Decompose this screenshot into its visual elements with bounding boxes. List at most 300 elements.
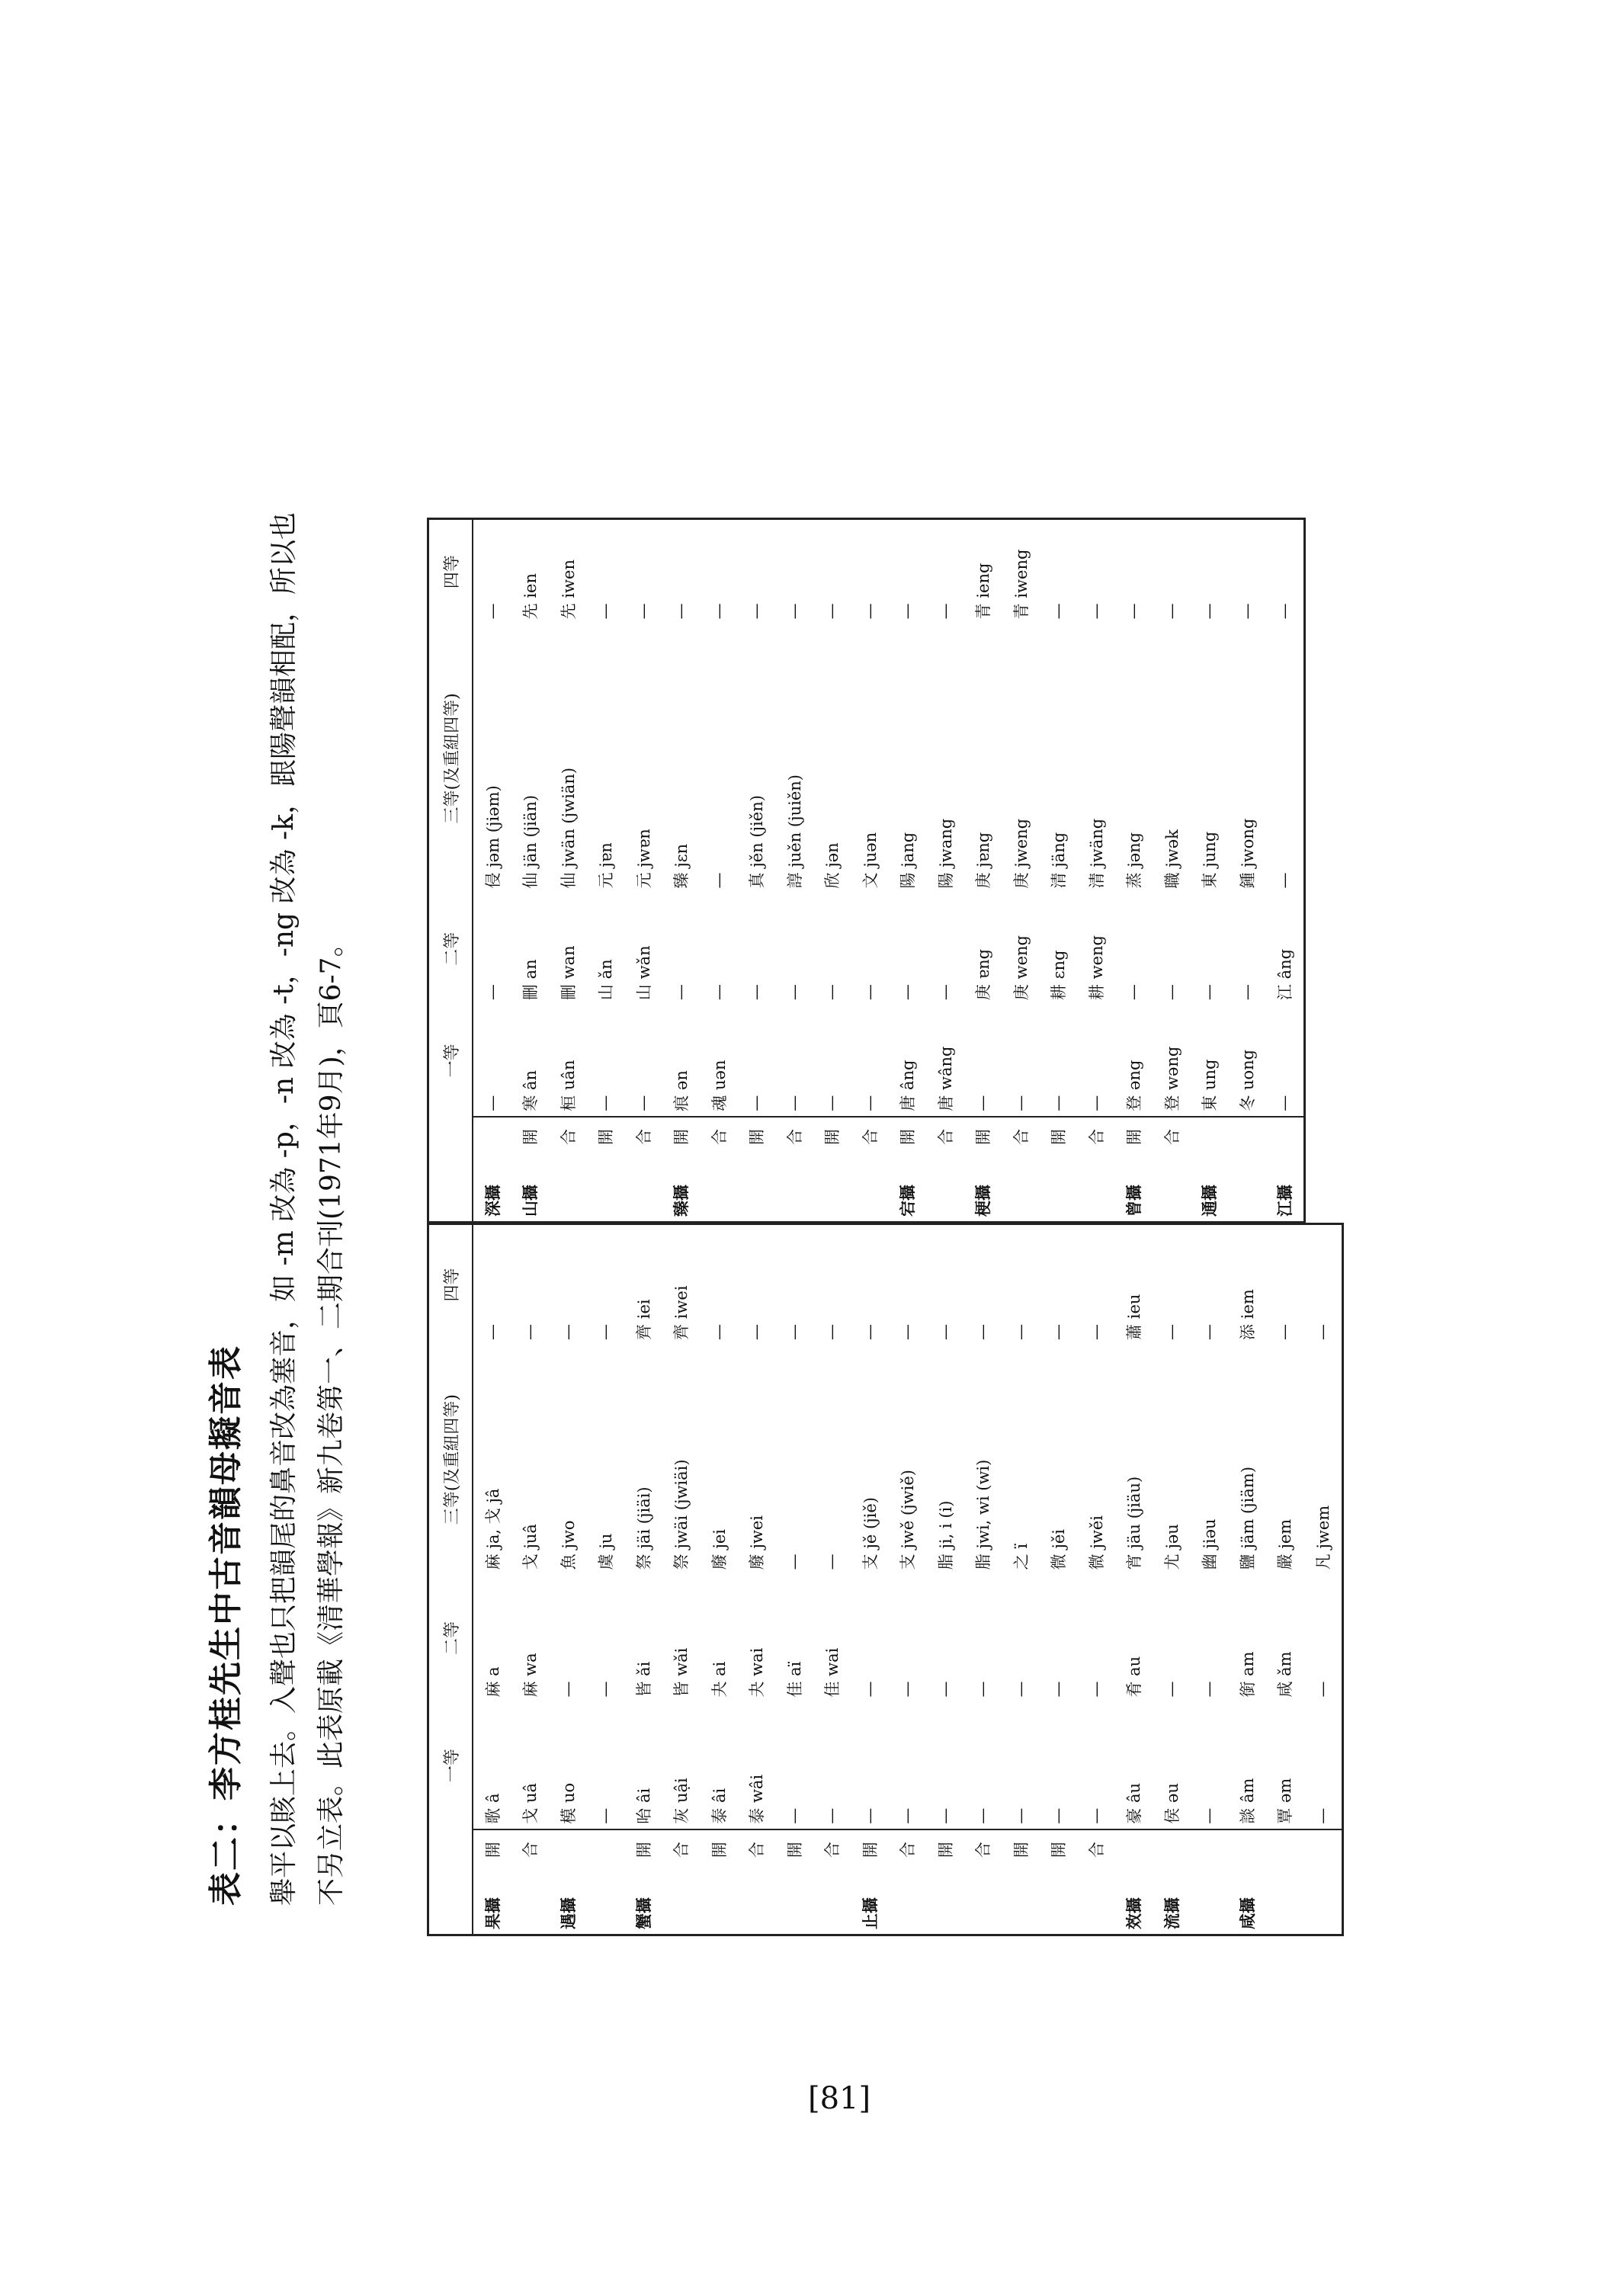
cell-oc <box>1228 1829 1266 1870</box>
cell-d2: — <box>1011 1681 1030 1698</box>
cell-d2: — <box>1237 984 1256 1001</box>
cell-d3: 戈 juâ <box>521 1524 540 1570</box>
cell-d2: — <box>784 984 803 1001</box>
cell-group <box>738 1869 776 1934</box>
table-row <box>1228 1225 1266 1934</box>
table-row <box>964 520 1002 1221</box>
table-row <box>1040 520 1078 1221</box>
header-d4: 四等 <box>429 520 473 624</box>
cell-oc: 開 <box>964 1117 1002 1157</box>
cell-d1: 桓 uân <box>559 1060 578 1111</box>
cell-d1: 泰 âi <box>710 1788 729 1824</box>
cell-d1: 侯 ǝu <box>1162 1783 1182 1824</box>
cell-d3: 微 jěi <box>1050 1528 1069 1570</box>
cell-oc: 合 <box>1002 1117 1040 1157</box>
cell-d2: 咸 ǎm <box>1276 1651 1295 1698</box>
cell-d3: 清 jwäng <box>1087 818 1106 889</box>
cell-d4: — <box>521 1323 540 1340</box>
header-d1: 一等 <box>429 1702 473 1829</box>
cell-d2: — <box>1200 1681 1219 1698</box>
cell-d2: 江 âng <box>1276 948 1295 1001</box>
cell-d3: 祭 jäi (jiäi) <box>634 1486 653 1570</box>
page-title: 表二：李方桂先生中古音韻母擬音表 <box>207 1345 245 1906</box>
cell-oc: 合 <box>775 1117 813 1157</box>
cell-group <box>700 1869 738 1934</box>
cell-oc: 合 <box>1077 1117 1115 1157</box>
cell-d2: 耕 weng <box>1087 935 1106 1001</box>
cell-d1: — <box>860 1095 879 1111</box>
cell-group <box>1153 1156 1191 1221</box>
cell-d2: — <box>860 984 879 1001</box>
cell-group: 梗攝 <box>973 1185 993 1217</box>
cell-d3: 陽 jang <box>899 832 918 889</box>
cell-oc: 開 <box>473 1829 511 1870</box>
cell-d1: — <box>973 1807 992 1824</box>
cell-group <box>1040 1869 1078 1934</box>
cell-d2: — <box>1124 984 1143 1001</box>
cell-oc: 合 <box>1153 1117 1191 1157</box>
cell-d1: — <box>898 1807 917 1824</box>
cell-d4: — <box>596 1323 615 1340</box>
cell-d3: 諄 juěn (juiěn) <box>785 774 804 889</box>
cell-group <box>889 1869 927 1934</box>
cell-oc: 開 <box>624 1829 662 1870</box>
table-row <box>851 520 889 1221</box>
table-row <box>1077 1225 1115 1934</box>
right-table-body <box>473 520 1303 1221</box>
cell-d3: 清 jäng <box>1050 832 1069 889</box>
cell-oc <box>1228 1117 1266 1157</box>
cell-group <box>700 1156 738 1221</box>
cell-d4: — <box>1275 603 1294 620</box>
cell-group <box>662 1869 701 1934</box>
cell-d1: 東 ung <box>1201 1059 1220 1111</box>
table-row <box>624 1225 662 1934</box>
table-row <box>1002 520 1040 1221</box>
cell-d1: 模 uo <box>559 1782 578 1824</box>
cell-d2: — <box>1200 984 1219 1001</box>
cell-d2: — <box>558 1681 577 1698</box>
cell-d2: 刪 wan <box>559 945 578 1001</box>
cell-d1: 痕 ǝn <box>672 1070 691 1111</box>
cell-oc: 開 <box>775 1829 813 1870</box>
cell-oc: 開 <box>1115 1117 1153 1157</box>
cell-d4: — <box>822 603 842 620</box>
paragraph-line: 不另立表。此表原載《清華學報》新九卷第一、二期合刊(1971年9月)，頁6-7。 <box>316 929 347 1906</box>
cell-d4: — <box>1162 1323 1181 1340</box>
cell-oc: 開 <box>1002 1829 1040 1870</box>
cell-d1: 咍 âi <box>634 1788 653 1824</box>
table-row <box>549 520 587 1221</box>
cell-oc: 合 <box>1077 1829 1115 1870</box>
cell-d2: — <box>747 984 766 1001</box>
cell-oc: 合 <box>889 1829 927 1870</box>
cell-oc: 合 <box>700 1117 738 1157</box>
cell-d1: 歌 â <box>483 1793 502 1824</box>
table-row <box>1077 520 1115 1221</box>
cell-d1: 談 âm <box>1238 1778 1257 1824</box>
cell-d4: — <box>1086 603 1105 620</box>
cell-d3: 嚴 jem <box>1276 1518 1295 1570</box>
cell-d1: — <box>1049 1095 1068 1111</box>
table-row <box>926 1225 964 1934</box>
cell-d4: — <box>898 603 917 620</box>
cell-d2: 庚 weng <box>1012 935 1031 1001</box>
table-row <box>813 520 851 1221</box>
cell-d2: — <box>935 984 954 1001</box>
cell-group <box>1077 1869 1115 1934</box>
cell-group <box>738 1156 776 1221</box>
cell-d3: 魚 jwo <box>559 1520 578 1570</box>
cell-d4: — <box>1200 603 1219 620</box>
table-row <box>926 520 964 1221</box>
cell-d4: 添 iem <box>1238 1289 1257 1340</box>
cell-d2: — <box>1162 984 1181 1001</box>
cell-d1: — <box>747 1095 766 1111</box>
cell-group <box>1040 1156 1078 1221</box>
header-group <box>429 1869 473 1934</box>
cell-d1: — <box>1313 1807 1332 1824</box>
cell-oc <box>1266 1829 1304 1870</box>
cell-group: 果攝 <box>483 1897 502 1929</box>
cell-d3: 真 jěn (jiěn) <box>748 795 767 889</box>
cell-d1: 登 ǝng <box>1125 1060 1144 1111</box>
cell-d4: — <box>633 603 652 620</box>
table-row <box>1266 520 1304 1221</box>
cell-d4: — <box>784 1323 803 1340</box>
cell-oc: 合 <box>813 1829 851 1870</box>
cell-d4: — <box>860 1323 879 1340</box>
header-d3: 三等(及重紐四等) <box>429 624 473 893</box>
cell-d1: — <box>822 1807 842 1824</box>
table-row <box>889 1225 927 1934</box>
cell-d3: 祭 jwäi (jwiäi) <box>672 1459 691 1570</box>
cell-d1: 灰 uậi <box>672 1778 691 1824</box>
paragraph-line: 舉平以賅上去。入聲也只把韻尾的鼻音改為塞音，如 -m 改為 -p，-n 改為 -t，-ng 改為 -k，跟陽聲韻相配，所以也 <box>268 512 300 1906</box>
table-row <box>1002 1225 1040 1934</box>
cell-group: 江攝 <box>1275 1185 1295 1217</box>
cell-d2: 庚 ɐng <box>974 948 993 1001</box>
table-row <box>1266 1225 1304 1934</box>
table-row <box>775 520 813 1221</box>
cell-oc <box>1115 1829 1153 1870</box>
cell-oc <box>1191 1117 1229 1157</box>
cell-d2: — <box>1313 1681 1332 1698</box>
cell-oc: 開 <box>889 1117 927 1157</box>
cell-d1: — <box>860 1807 879 1824</box>
table-row <box>738 1225 776 1934</box>
cell-group <box>587 1869 625 1934</box>
cell-oc: 合 <box>511 1829 550 1870</box>
cell-group: 深攝 <box>483 1185 502 1217</box>
cell-d1: — <box>973 1095 992 1111</box>
cell-group: 曾攝 <box>1124 1185 1144 1217</box>
cell-group <box>1191 1869 1229 1934</box>
cell-d3: 廢 jei <box>710 1528 729 1570</box>
cell-d2: 刪 an <box>521 959 540 1001</box>
cell-d2: — <box>935 1681 954 1698</box>
cell-group <box>624 1156 662 1221</box>
table-row <box>1191 520 1229 1221</box>
cell-d1: — <box>1011 1095 1030 1111</box>
cell-d4: — <box>1011 1323 1030 1340</box>
cell-group: 流攝 <box>1162 1897 1182 1929</box>
cell-d3: 支 jě (jiě) <box>861 1496 880 1570</box>
cell-d4: — <box>784 603 803 620</box>
cell-group: 宕攝 <box>898 1185 918 1217</box>
cell-d4: — <box>558 1323 577 1340</box>
cell-d4: 蕭 ieu <box>1125 1294 1144 1340</box>
cell-d4: — <box>483 603 502 620</box>
cell-d4: 先 iwen <box>559 560 578 620</box>
cell-d1: — <box>1086 1095 1105 1111</box>
cell-d4: — <box>596 603 615 620</box>
header-oc <box>429 1829 473 1870</box>
cell-group <box>926 1156 964 1221</box>
cell-d4: — <box>1049 603 1068 620</box>
table-row <box>549 1225 587 1934</box>
header-d1: 一等 <box>429 1005 473 1117</box>
cell-d4: — <box>1124 603 1143 620</box>
cell-group: 咸攝 <box>1237 1897 1257 1929</box>
cell-d3: 蒸 jǝng <box>1125 832 1144 889</box>
cell-d1: — <box>596 1807 615 1824</box>
cell-oc: 合 <box>738 1829 776 1870</box>
cell-d3: 臻 jɛn <box>672 843 691 889</box>
cell-oc: 合 <box>851 1117 889 1157</box>
cell-d3: 元 jwɐn <box>634 829 653 889</box>
table-row <box>1303 1225 1342 1934</box>
cell-d4: 青 iweng <box>1012 549 1031 620</box>
cell-group <box>775 1869 813 1934</box>
cell-group <box>813 1156 851 1221</box>
cell-d1: 寒 ân <box>521 1069 540 1111</box>
table-left <box>427 1223 1344 1936</box>
cell-group <box>775 1156 813 1221</box>
cell-oc: 開 <box>587 1117 625 1157</box>
cell-d3: 脂 jwi, wi (wi) <box>974 1459 993 1570</box>
cell-oc: 開 <box>738 1117 776 1157</box>
cell-d1: — <box>935 1807 954 1824</box>
cell-d3: 廢 jwei <box>748 1515 767 1570</box>
cell-group <box>511 1869 550 1934</box>
cell-d2: 夬 wai <box>748 1647 767 1698</box>
cell-d4: 齊 iei <box>634 1299 653 1340</box>
cell-oc <box>1303 1829 1342 1870</box>
cell-d2: 肴 au <box>1125 1656 1144 1698</box>
cell-d4: — <box>898 1323 917 1340</box>
cell-d4: — <box>747 1323 766 1340</box>
cell-d4: — <box>860 603 879 620</box>
table-row <box>1153 1225 1191 1934</box>
cell-d2: 皆 ǎi <box>634 1661 653 1698</box>
cell-d2: 夬 ai <box>710 1661 729 1698</box>
table-row <box>964 1225 1002 1934</box>
cell-group <box>549 1156 587 1221</box>
cell-group <box>1228 1156 1266 1221</box>
cell-group <box>1303 1869 1342 1934</box>
table-row <box>1153 520 1191 1221</box>
table-row <box>1040 1225 1078 1934</box>
cell-d1: 魂 uǝn <box>710 1060 729 1111</box>
cell-d4: — <box>483 1323 502 1340</box>
rotated-page-content <box>198 512 1464 1936</box>
cell-oc <box>1266 1117 1304 1157</box>
cell-oc: 開 <box>851 1829 889 1870</box>
cell-d2: 山 ǎn <box>597 959 616 1001</box>
cell-d1: — <box>483 1095 502 1111</box>
cell-d3: 東 jung <box>1201 831 1220 889</box>
table-row <box>889 520 927 1221</box>
cell-group <box>851 1156 889 1221</box>
cell-d1: 冬 uong <box>1238 1049 1257 1111</box>
cell-oc <box>549 1829 587 1870</box>
header-d2: 二等 <box>429 1574 473 1701</box>
table-row <box>1115 520 1153 1221</box>
cell-d1: 覃 ǝm <box>1276 1778 1295 1824</box>
cell-oc: 開 <box>700 1829 738 1870</box>
cell-d3: 鍾 jwong <box>1238 818 1257 889</box>
table-row <box>511 520 550 1221</box>
cell-group <box>1266 1869 1304 1934</box>
cell-d2: — <box>898 1681 917 1698</box>
cell-group <box>1077 1156 1115 1221</box>
cell-d2: — <box>860 1681 879 1698</box>
cell-d1: — <box>596 1095 615 1111</box>
cell-d3: 微 jwěi <box>1087 1515 1106 1570</box>
cell-d4: — <box>935 1323 954 1340</box>
table-row <box>738 520 776 1221</box>
cell-oc: 合 <box>964 1829 1002 1870</box>
cell-oc: 合 <box>662 1829 701 1870</box>
cell-group: 止攝 <box>860 1897 880 1929</box>
cell-d1: — <box>1200 1807 1219 1824</box>
cell-d4: — <box>822 1323 842 1340</box>
cell-d1: — <box>784 1095 803 1111</box>
cell-d2: — <box>1086 1681 1105 1698</box>
cell-d4: — <box>1313 1323 1332 1340</box>
cell-d4: — <box>1200 1323 1219 1340</box>
cell-d3: 侵 jǝm (jiǝm) <box>483 785 502 889</box>
table-row <box>662 520 701 1221</box>
cell-d3: 文 juǝn <box>861 832 880 889</box>
cell-group <box>587 1156 625 1221</box>
cell-d3: — <box>709 872 728 889</box>
cell-d4: — <box>1162 603 1181 620</box>
cell-d1: — <box>784 1807 803 1824</box>
cell-d1: — <box>1011 1807 1030 1824</box>
cell-d3: 尤 jǝu <box>1162 1524 1182 1570</box>
cell-d3: 虞 ju <box>597 1533 616 1570</box>
cell-d4: — <box>709 1323 728 1340</box>
cell-d3: 麻 ja, 戈 jâ <box>483 1488 502 1570</box>
table-row <box>624 520 662 1221</box>
cell-d1: 泰 wâi <box>748 1774 767 1824</box>
cell-d2: — <box>1162 1681 1181 1698</box>
cell-d1: 戈 uâ <box>521 1783 540 1824</box>
cell-oc: 開 <box>1040 1117 1078 1157</box>
cell-group: 效攝 <box>1124 1897 1144 1929</box>
cell-group: 臻攝 <box>672 1185 691 1217</box>
cell-d3: — <box>1275 872 1294 889</box>
cell-d4: 齊 iwei <box>672 1285 691 1340</box>
cell-group <box>1002 1869 1040 1934</box>
cell-oc <box>587 1829 625 1870</box>
cell-d2: 佳 aï <box>785 1661 804 1698</box>
cell-d1: — <box>1049 1807 1068 1824</box>
table-row <box>662 1225 701 1934</box>
cell-oc <box>1153 1829 1191 1870</box>
cell-group <box>926 1869 964 1934</box>
cell-d2: — <box>672 984 691 1001</box>
cell-d3: — <box>822 1554 842 1570</box>
header-d3: 三等(及重紐四等) <box>429 1345 473 1574</box>
cell-group <box>964 1869 1002 1934</box>
table-row <box>511 1225 550 1934</box>
cell-oc: 開 <box>511 1117 550 1157</box>
table-row <box>775 1225 813 1934</box>
cell-d1: — <box>1086 1807 1105 1824</box>
cell-group <box>1002 1156 1040 1221</box>
table-row <box>587 520 625 1221</box>
table-row <box>473 1225 511 1934</box>
header-oc <box>429 1117 473 1157</box>
table-right <box>427 518 1306 1223</box>
cell-d3: 幽 jiǝu <box>1201 1518 1220 1570</box>
cell-oc <box>473 1117 511 1157</box>
cell-d3: 元 jɐn <box>597 842 616 889</box>
cell-d1: — <box>633 1095 652 1111</box>
table-row <box>587 1225 625 1934</box>
cell-d4: — <box>1237 603 1256 620</box>
cell-d1: 唐 wâng <box>936 1046 955 1111</box>
cell-d2: 皆 wǎi <box>672 1647 691 1698</box>
cell-d4: 先 ien <box>521 572 540 620</box>
cell-d2: 耕 ɛng <box>1050 950 1069 1001</box>
cell-d3: 仙 jwän (jwiän) <box>559 767 578 889</box>
table-row <box>1228 520 1266 1221</box>
cell-d1: 唐 âng <box>899 1060 918 1111</box>
intro-paragraph <box>261 512 355 1906</box>
cell-d4: — <box>935 603 954 620</box>
table-row <box>700 520 738 1221</box>
cell-d3: 庚 jweng <box>1012 818 1031 889</box>
cell-group <box>813 1869 851 1934</box>
cell-d4: — <box>973 1323 992 1340</box>
page-number: [81] <box>808 2081 871 2116</box>
header-group <box>429 1156 473 1221</box>
cell-oc <box>1191 1829 1229 1870</box>
cell-d1: — <box>822 1095 842 1111</box>
cell-group: 蟹攝 <box>633 1897 653 1929</box>
cell-d2: 麻 wa <box>521 1653 540 1698</box>
cell-d2: 山 wǎn <box>634 945 653 1001</box>
cell-d2: 銜 am <box>1238 1651 1257 1698</box>
cell-d2: — <box>973 1681 992 1698</box>
cell-d2: 佳 wai <box>823 1647 842 1698</box>
cell-oc: 開 <box>1040 1829 1078 1870</box>
header-d2: 二等 <box>429 893 473 1005</box>
cell-d2: — <box>898 984 917 1001</box>
cell-d2: — <box>1049 1681 1068 1698</box>
cell-oc: 開 <box>813 1117 851 1157</box>
cell-d4: 青 ieng <box>974 563 993 620</box>
cell-oc: 合 <box>926 1117 964 1157</box>
cell-d2: — <box>596 1681 615 1698</box>
cell-d1: 登 wǝng <box>1162 1046 1182 1111</box>
cell-d3: 支 jwě (jwiě) <box>899 1470 918 1570</box>
cell-d3: 脂 ji, i (i) <box>936 1500 955 1570</box>
